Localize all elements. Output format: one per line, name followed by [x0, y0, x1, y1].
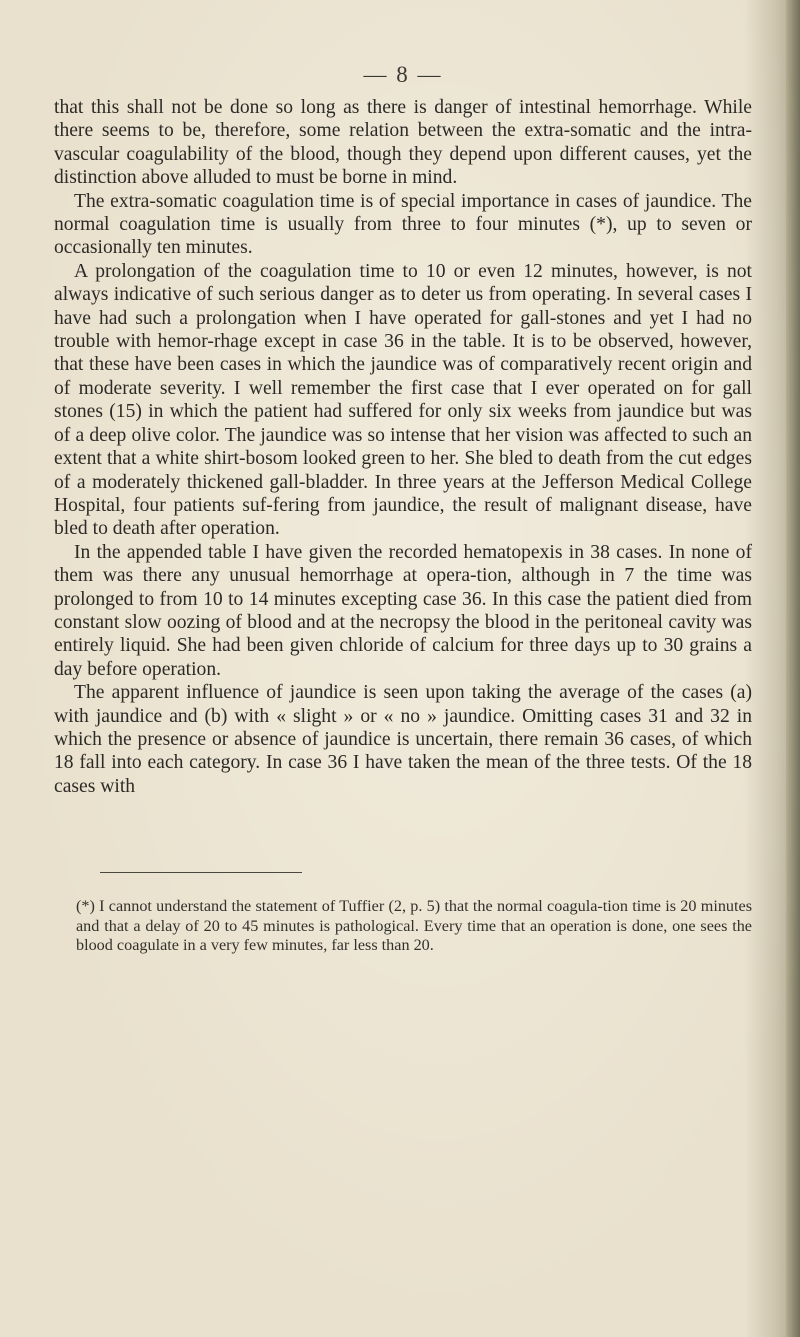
paragraph-5: The apparent influence of jaundice is seen upon taking the average of the cases (a) with jaundice and (b) with « slight » or « no » jaundice. Omitting cases 31 and 32 in which the presence or absence of jaundice is uncertain, there remain 36 cases, of which 18 fall into each category. In case 36 I have taken the mean of the three tests. Of the 18 cases with — [54, 682, 752, 797]
footnote-text: (*) I cannot understand the statement of Tuffier (2, p. 5) that the normal coagula-tion time is 20 minutes and that a delay of 20 to 45 minutes is pathological. Every time that an operation is done, one sees the blood coagulate in a very few minutes, far less than 20. — [76, 897, 752, 955]
footnote — [76, 897, 752, 956]
body-text — [54, 96, 752, 798]
paragraph-4: In the appended table I have given the recorded hematopexis in 38 cases. In none of them was there any unusual hemorrhage at opera-tion, although in 7 the time was prolonged to from 10 to 14 minutes excepting case 36. In this case the patient died from constant slow oozing of blood and at the necropsy the blood in the peritoneal cavity was entirely liquid. She had been given chloride of calcium for three days up to 30 grains a day before operation. — [54, 541, 752, 680]
footnote-separator — [100, 872, 302, 873]
paragraph-3: A prolongation of the coagulation time to 10 or even 12 minutes, however, is not always indicative of such serious danger as to deter us from operating. In several cases I have had such a prolongation when I have operated for gall-stones and yet I had no trouble with hemor-rhage except in case 36 in the table. It is to be observed, however, that these have been cases in which the jaundice was of comparatively recent origin and of moderate severity. I well remember the first case that I ever operated on for gall stones (15) in which the patient had suffered for only six weeks from jaundice but was of a deep olive color. The jaundice was so intense that her vision was affected to such an extent that a white shirt-bosom looked green to her. She bled to death from the cut edges of a moderately thickened gall-bladder. In three years at the Jefferson Medical College Hospital, four patients suf-fering from jaundice, the result of malignant disease, have bled to death after operation. — [54, 260, 752, 540]
page-edge-shadow — [786, 0, 800, 1337]
paragraph-2: The extra-somatic coagulation time is of special importance in cases of jaundice. The normal coagulation time is usually from three to four minutes (*), up to seven or occasionally ten minutes. — [54, 190, 752, 259]
page-number: — 8 — — [363, 62, 443, 87]
paragraph-1: that this shall not be done so long as there is danger of intestinal hemorrhage. While there seems to be, therefore, some relation between the extra-somatic and the intra-vascular coagulability of the blood, though they depend upon different causes, yet the distinction above alluded to must be borne in mind. — [54, 97, 752, 189]
